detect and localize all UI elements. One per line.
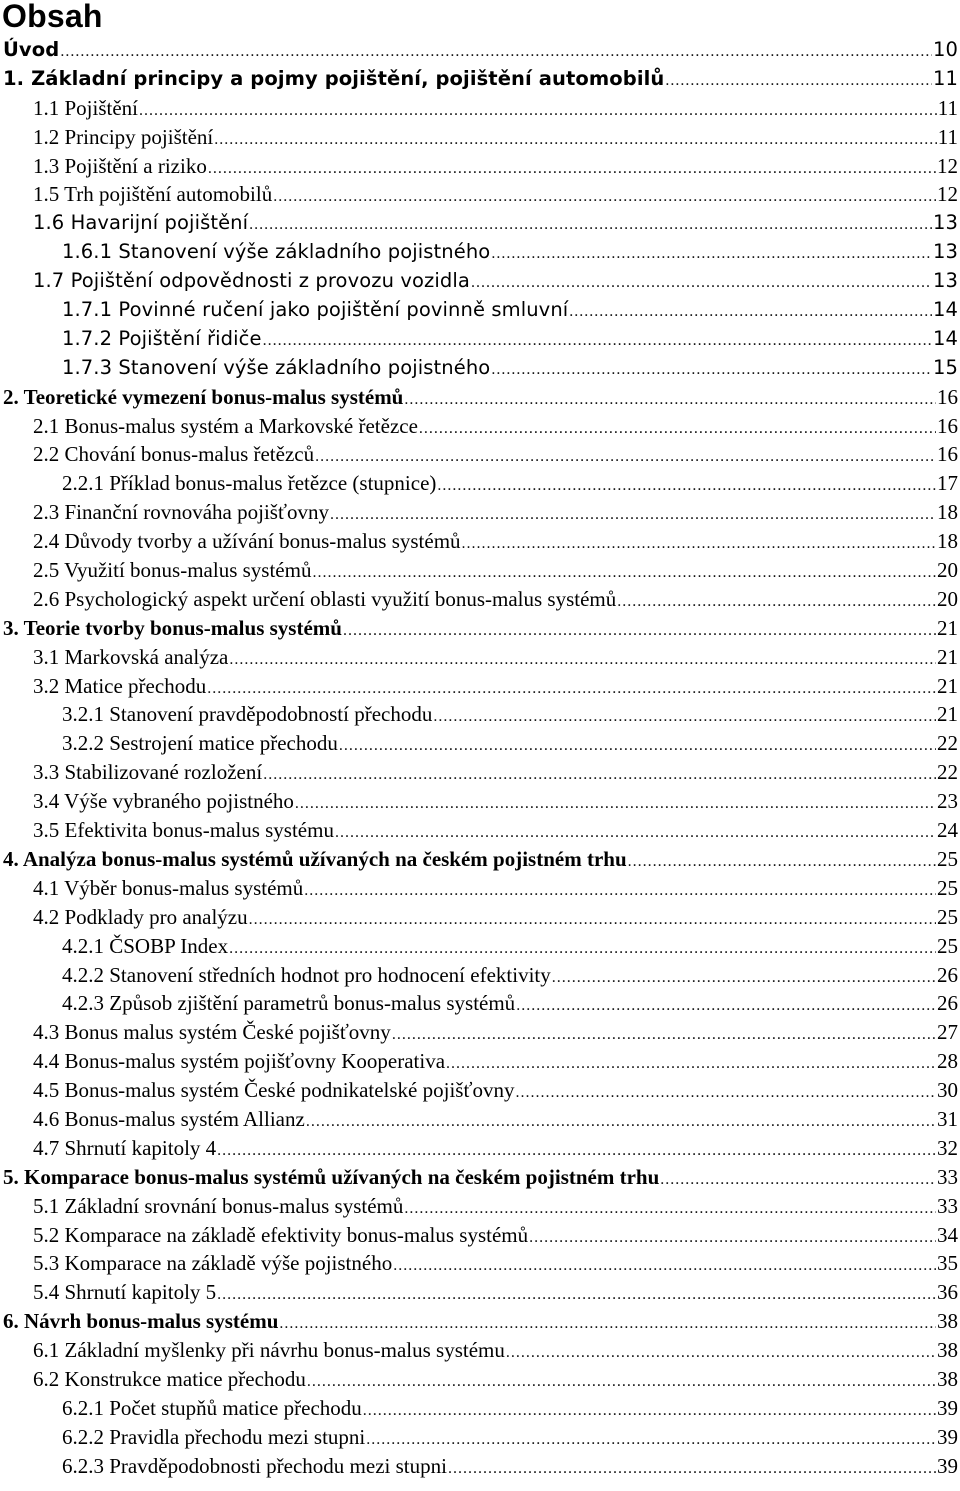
toc-entry-title: 6.2.1 Počet stupňů matice přechodu xyxy=(62,1395,362,1420)
toc-entry-title: 1.7 Pojištění odpovědnosti z provozu vozidla xyxy=(33,269,470,293)
dot-leader xyxy=(617,588,936,614)
toc-page-number: 26 xyxy=(937,991,958,1016)
toc-entry-title: 2.3 Finanční rovnováha pojišťovny xyxy=(33,500,329,525)
dot-leader xyxy=(335,819,936,845)
toc-entry[interactable] xyxy=(0,440,960,469)
toc-entry-title: 3.5 Efektivita bonus-malus systému xyxy=(33,818,334,843)
toc-entry[interactable] xyxy=(0,874,960,903)
toc-entry[interactable] xyxy=(0,585,960,614)
toc-page-number: 10 xyxy=(932,38,958,61)
dot-leader xyxy=(515,1079,936,1105)
dot-leader xyxy=(433,703,936,729)
toc-entry-title: 1. Základní principy a pojmy pojištění, pojištění automobilů xyxy=(3,66,665,90)
toc-entry[interactable] xyxy=(0,123,960,152)
toc-page-number: 21 xyxy=(937,615,958,640)
dot-leader xyxy=(330,501,936,527)
toc-entry[interactable] xyxy=(0,1192,960,1221)
toc-page-number: 12 xyxy=(937,153,958,178)
toc-entry-title: 3.4 Výše vybraného pojistného xyxy=(33,789,294,814)
toc-entry-title: 2.1 Bonus-malus systém a Markovské řetězce xyxy=(33,413,418,438)
toc-page-number: 14 xyxy=(932,298,958,322)
toc-entry[interactable] xyxy=(0,816,960,845)
toc-entry[interactable] xyxy=(0,1452,960,1481)
toc-entry-title: 4.5 Bonus-malus systém České podnikatelské pojišťovny xyxy=(33,1078,515,1103)
dot-leader xyxy=(279,1310,936,1336)
toc-entry[interactable] xyxy=(0,238,960,267)
toc-entry-title: 4.2.2 Stanovení středních hodnot pro hodnocení efektivity xyxy=(62,962,551,987)
dot-leader xyxy=(249,906,936,932)
toc-page-number: 39 xyxy=(937,1424,958,1449)
dot-leader xyxy=(419,415,936,441)
toc-entry[interactable] xyxy=(0,643,960,672)
toc-entry[interactable] xyxy=(0,1249,960,1278)
toc-entry[interactable] xyxy=(0,961,960,990)
toc-entry[interactable] xyxy=(0,903,960,932)
toc-page-number: 13 xyxy=(932,211,958,235)
toc-page-number: 21 xyxy=(937,702,958,727)
dot-leader xyxy=(491,240,932,267)
toc-entry[interactable] xyxy=(0,296,960,325)
dot-leader xyxy=(249,211,932,238)
toc-page-number: 35 xyxy=(937,1251,958,1276)
toc-entry-title: 4.6 Bonus-malus systém Allianz xyxy=(33,1106,305,1131)
dot-leader xyxy=(491,356,932,383)
toc-entry-title: 6.2.2 Pravidla přechodu mezi stupni xyxy=(62,1424,366,1449)
toc-entry-title: 1.1 Pojištění xyxy=(33,95,139,120)
dot-leader xyxy=(207,675,936,701)
toc-entry-title: 4.7 Shrnutí kapitoly 4 xyxy=(33,1135,217,1160)
toc-entry-title: 4.3 Bonus malus systém České pojišťovny xyxy=(33,1020,391,1045)
dot-leader xyxy=(229,935,936,961)
toc-entry[interactable] xyxy=(0,498,960,527)
toc-page-number: 27 xyxy=(937,1020,958,1045)
toc-entry[interactable] xyxy=(0,614,960,643)
dot-leader xyxy=(628,848,936,874)
toc-entry[interactable] xyxy=(0,354,960,383)
toc-page-number: 16 xyxy=(937,384,958,409)
toc-entry[interactable] xyxy=(0,1018,960,1047)
dot-leader xyxy=(404,386,936,412)
toc-entry-title: 1.3 Pojištění a riziko xyxy=(33,153,207,178)
toc-page-number: 11 xyxy=(937,95,958,120)
toc-entry-title: 3.2.1 Stanovení pravděpodobností přechodu xyxy=(62,702,433,727)
toc-entry-title: 3.2.2 Sestrojení matice přechodu xyxy=(62,731,338,756)
toc-page-number: 23 xyxy=(937,789,958,814)
toc-entry-title: 1.7.1 Povinné ručení jako pojištění povinně smluvní xyxy=(62,298,569,322)
toc-entry[interactable] xyxy=(0,1336,960,1365)
toc-entry[interactable] xyxy=(0,267,960,296)
toc-entry[interactable] xyxy=(0,1105,960,1134)
toc-page-number: 16 xyxy=(937,442,958,467)
toc-entry-title: 3.1 Markovská analýza xyxy=(33,644,229,669)
toc-page-number: 38 xyxy=(937,1309,958,1334)
toc-entry[interactable] xyxy=(0,65,960,94)
toc-entry[interactable] xyxy=(0,758,960,787)
toc-entry[interactable] xyxy=(0,180,960,209)
toc-page-number: 18 xyxy=(937,529,958,554)
toc-page-number: 33 xyxy=(937,1193,958,1218)
toc-entry-title: 2. Teoretické vymezení bonus-malus systémů xyxy=(3,384,404,409)
dot-leader xyxy=(366,1426,936,1452)
toc-page-number: 25 xyxy=(937,933,958,958)
dot-leader xyxy=(217,1281,936,1307)
toc-page-number: 28 xyxy=(937,1049,958,1074)
toc-page-number: 11 xyxy=(937,124,958,149)
toc-entry-title: 4.2 Podklady pro analýzu xyxy=(33,904,248,929)
toc-page-number: 16 xyxy=(937,413,958,438)
toc-entry-title: 6.1 Základní myšlenky při návrhu bonus-malus systému xyxy=(33,1338,505,1363)
toc-page-number: 18 xyxy=(937,500,958,525)
toc-entry[interactable] xyxy=(0,556,960,585)
dot-leader xyxy=(263,761,936,787)
toc-entry-title: 4.1 Výběr bonus-malus systémů xyxy=(33,875,304,900)
dot-leader xyxy=(462,530,936,556)
dot-leader xyxy=(446,1050,936,1076)
dot-leader xyxy=(315,443,936,469)
toc-page-number: 31 xyxy=(937,1106,958,1131)
toc-page-number: 15 xyxy=(932,355,958,379)
toc-entry-title: 1.2 Principy pojištění xyxy=(33,124,214,149)
dot-leader xyxy=(295,790,936,816)
dot-leader xyxy=(665,67,932,94)
toc-entry-title: 2.2 Chování bonus-malus řetězců xyxy=(33,442,315,467)
toc-entry-title: 2.2.1 Příklad bonus-malus řetězce (stupnice) xyxy=(62,471,437,496)
toc-page-number: 20 xyxy=(937,586,958,611)
toc-entry-title: 2.4 Důvody tvorby a užívání bonus-malus systémů xyxy=(33,529,461,554)
dot-leader xyxy=(208,155,936,181)
toc-page-number: 38 xyxy=(937,1338,958,1363)
dot-leader xyxy=(569,298,932,325)
toc-page-number: 34 xyxy=(937,1222,958,1247)
toc-page-number: 25 xyxy=(937,846,958,871)
toc-entry[interactable] xyxy=(0,469,960,498)
toc-entry-title: 6.2 Konstrukce matice přechodu xyxy=(33,1366,306,1391)
toc-entry-title: 3.3 Stabilizované rozložení xyxy=(33,760,263,785)
dot-leader xyxy=(404,1195,936,1221)
toc-page-number: 32 xyxy=(937,1135,958,1160)
dot-leader xyxy=(552,964,936,990)
toc-page-number: 22 xyxy=(937,760,958,785)
toc-page-number: 33 xyxy=(937,1164,958,1189)
toc-entry-title: 5.2 Komparace na základě efektivity bonus-malus systémů xyxy=(33,1222,529,1247)
dot-leader xyxy=(471,269,932,296)
toc-entry[interactable] xyxy=(0,1163,960,1192)
toc-entry[interactable] xyxy=(0,36,960,65)
toc-entry[interactable] xyxy=(0,527,960,556)
toc-entry[interactable] xyxy=(0,383,960,412)
toc-entry[interactable] xyxy=(0,209,960,238)
toc-entry[interactable] xyxy=(0,1278,960,1307)
dot-leader xyxy=(363,1397,936,1423)
toc-entry[interactable] xyxy=(0,729,960,758)
dot-leader xyxy=(60,38,932,65)
toc-entry[interactable] xyxy=(0,1423,960,1452)
toc-entry-title: 1.6 Havarijní pojištění xyxy=(33,211,249,235)
toc-entry-title: 4. Analýza bonus-malus systémů užívaných na českém pojistném trhu xyxy=(3,846,627,871)
dot-leader xyxy=(506,1339,936,1365)
toc-page-number: 17 xyxy=(937,471,958,496)
dot-leader xyxy=(217,1137,936,1163)
dot-leader xyxy=(343,617,936,643)
toc-entry-title: 5.3 Komparace na základě výše pojistného xyxy=(33,1251,393,1276)
dot-leader xyxy=(263,327,932,354)
toc-page-number: 20 xyxy=(937,558,958,583)
toc-page-number: 21 xyxy=(937,644,958,669)
toc-page-number: 39 xyxy=(937,1395,958,1420)
toc-page-number: 25 xyxy=(937,875,958,900)
toc-page-number: 24 xyxy=(937,818,958,843)
toc-entry-title: 1.6.1 Stanovení výše základního pojistného xyxy=(62,240,491,264)
toc-entry[interactable] xyxy=(0,1221,960,1250)
dot-leader xyxy=(516,992,936,1018)
toc-page-number: 11 xyxy=(932,66,958,90)
toc-entry-title: 3.2 Matice přechodu xyxy=(33,673,207,698)
toc-page-number: 14 xyxy=(932,326,958,350)
toc-entry-title: 6.2.3 Pravděpodobnosti přechodu mezi stupni xyxy=(62,1453,447,1478)
toc-entry[interactable] xyxy=(0,1134,960,1163)
toc-entry[interactable] xyxy=(0,94,960,123)
dot-leader xyxy=(307,1368,936,1394)
toc-entry-title: 5.4 Shrnutí kapitoly 5 xyxy=(33,1280,217,1305)
toc-entry-title: 4.2.3 Způsob zjištění parametrů bonus-malus systémů xyxy=(62,991,516,1016)
toc-page-number: 26 xyxy=(937,962,958,987)
toc-entry-title: 1.7.2 Pojištění řidiče xyxy=(62,326,262,350)
dot-leader xyxy=(660,1166,936,1192)
toc-entry-title: 2.6 Psychologický aspekt určení oblasti využití bonus-malus systémů xyxy=(33,586,617,611)
dot-leader xyxy=(392,1021,936,1047)
dot-leader xyxy=(304,877,936,903)
toc-entry[interactable] xyxy=(0,1076,960,1105)
dot-leader xyxy=(448,1455,936,1481)
toc-page-number: 22 xyxy=(937,731,958,756)
dot-leader xyxy=(529,1224,936,1250)
toc-entry-title: 4.2.1 ČSOBP Index xyxy=(62,933,229,958)
toc-page-number: 38 xyxy=(937,1366,958,1391)
toc-entry-title: 3. Teorie tvorby bonus-malus systémů xyxy=(3,615,342,640)
dot-leader xyxy=(273,183,936,209)
toc-entry-title: 6. Návrh bonus-malus systému xyxy=(3,1309,279,1334)
toc-entry[interactable] xyxy=(0,1394,960,1423)
toc-entry-title: 1.7.3 Stanovení výše základního pojistného xyxy=(62,355,491,379)
toc-entry[interactable] xyxy=(0,932,960,961)
toc-entry[interactable] xyxy=(0,787,960,816)
toc-page-number: 13 xyxy=(932,240,958,264)
dot-leader xyxy=(339,732,936,758)
toc-entry[interactable] xyxy=(0,152,960,181)
toc-entry-title: 1.5 Trh pojištění automobilů xyxy=(33,182,273,207)
dot-leader xyxy=(306,1108,936,1134)
toc-page-number: 30 xyxy=(937,1078,958,1103)
toc-entry[interactable] xyxy=(0,700,960,729)
toc-entry[interactable] xyxy=(0,1365,960,1394)
toc-entry-title: Úvod xyxy=(3,38,60,61)
toc-entry-title: 2.5 Využití bonus-malus systémů xyxy=(33,558,312,583)
toc-entry[interactable] xyxy=(0,325,960,354)
table-of-contents xyxy=(0,36,960,1481)
dot-leader xyxy=(312,559,936,585)
dot-leader xyxy=(139,97,937,123)
toc-entry[interactable] xyxy=(0,845,960,874)
toc-entry[interactable] xyxy=(0,672,960,701)
toc-page-number: 12 xyxy=(937,182,958,207)
toc-entry[interactable] xyxy=(0,1047,960,1076)
toc-entry-title: 4.4 Bonus-malus systém pojišťovny Kooperativa xyxy=(33,1049,446,1074)
dot-leader xyxy=(229,646,936,672)
toc-entry[interactable] xyxy=(0,989,960,1018)
toc-entry-title: 5.1 Základní srovnání bonus-malus systémů xyxy=(33,1193,404,1218)
toc-page-number: 36 xyxy=(937,1280,958,1305)
toc-entry[interactable] xyxy=(0,412,960,441)
dot-leader xyxy=(437,472,936,498)
dot-leader xyxy=(214,126,937,152)
toc-entry-title: 5. Komparace bonus-malus systémů užívaných na českém pojistném trhu xyxy=(3,1164,660,1189)
dot-leader xyxy=(393,1252,936,1278)
page-title: Obsah xyxy=(2,0,103,34)
toc-page-number: 21 xyxy=(937,673,958,698)
toc-page-number: 13 xyxy=(932,269,958,293)
toc-page-number: 39 xyxy=(937,1453,958,1478)
toc-page-number: 25 xyxy=(937,904,958,929)
toc-entry[interactable] xyxy=(0,1307,960,1336)
